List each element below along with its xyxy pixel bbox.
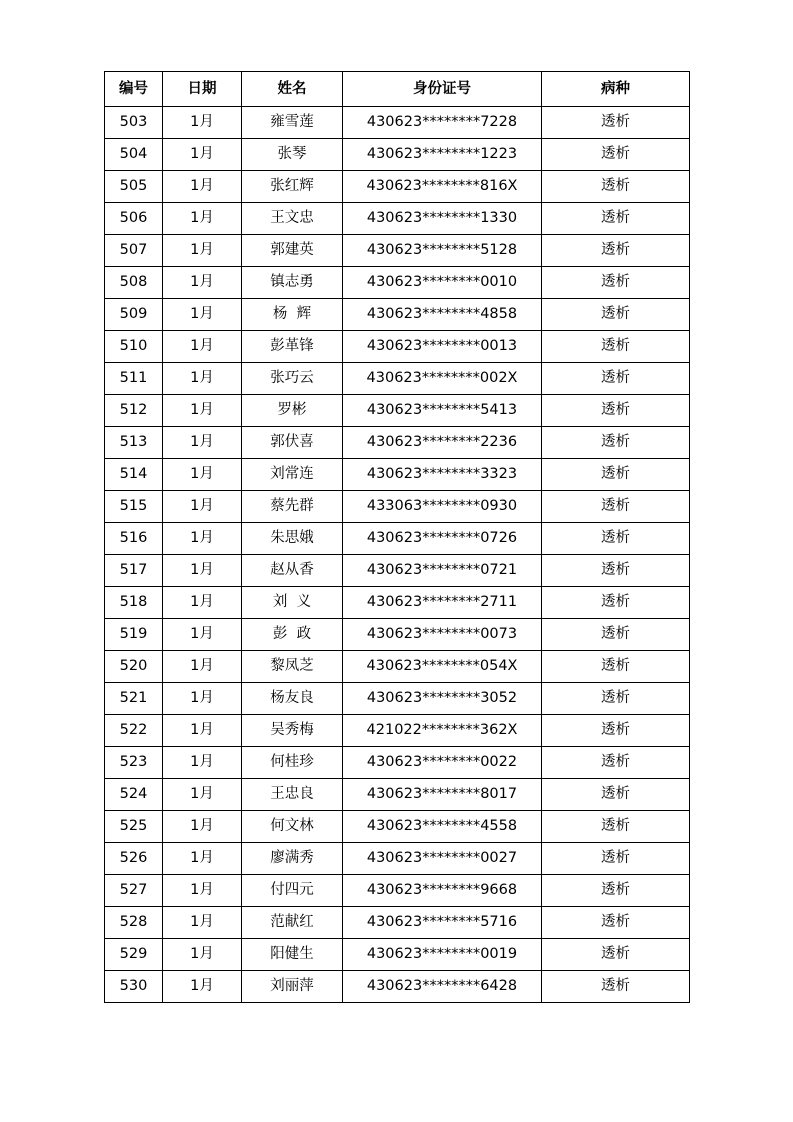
cell-id-number: 433063********0930 <box>343 491 542 523</box>
cell-number: 527 <box>105 875 163 907</box>
cell-id-number: 430623********0010 <box>343 267 542 299</box>
cell-name: 彭 政 <box>242 619 343 651</box>
cell-disease-type: 透析 <box>542 299 690 331</box>
cell-disease-type: 透析 <box>542 235 690 267</box>
table-row <box>105 203 690 235</box>
cell-id-number: 430623********0022 <box>343 747 542 779</box>
cell-number: 528 <box>105 907 163 939</box>
cell-number: 512 <box>105 395 163 427</box>
cell-name: 何文林 <box>242 811 343 843</box>
table-row <box>105 395 690 427</box>
cell-date: 1月 <box>163 651 242 683</box>
cell-date: 1月 <box>163 427 242 459</box>
table-row <box>105 843 690 875</box>
cell-date: 1月 <box>163 587 242 619</box>
cell-disease-type: 透析 <box>542 523 690 555</box>
cell-date: 1月 <box>163 203 242 235</box>
cell-date: 1月 <box>163 331 242 363</box>
cell-date: 1月 <box>163 843 242 875</box>
cell-id-number: 430623********4558 <box>343 811 542 843</box>
cell-id-number: 430623********9668 <box>343 875 542 907</box>
cell-number: 520 <box>105 651 163 683</box>
table-row <box>105 555 690 587</box>
cell-name: 刘 义 <box>242 587 343 619</box>
cell-date: 1月 <box>163 491 242 523</box>
cell-date: 1月 <box>163 939 242 971</box>
cell-date: 1月 <box>163 875 242 907</box>
cell-number: 525 <box>105 811 163 843</box>
cell-id-number: 430623********7228 <box>343 107 542 139</box>
header-name: 姓名 <box>242 72 343 107</box>
cell-disease-type: 透析 <box>542 811 690 843</box>
cell-name: 张琴 <box>242 139 343 171</box>
cell-disease-type: 透析 <box>542 267 690 299</box>
cell-date: 1月 <box>163 363 242 395</box>
cell-date: 1月 <box>163 299 242 331</box>
cell-disease-type: 透析 <box>542 587 690 619</box>
cell-disease-type: 透析 <box>542 747 690 779</box>
cell-number: 516 <box>105 523 163 555</box>
cell-name: 刘常连 <box>242 459 343 491</box>
cell-name: 张红辉 <box>242 171 343 203</box>
cell-id-number: 430623********0721 <box>343 555 542 587</box>
cell-name: 镇志勇 <box>242 267 343 299</box>
table-row <box>105 715 690 747</box>
cell-disease-type: 透析 <box>542 491 690 523</box>
header-number: 编号 <box>105 72 163 107</box>
cell-name: 朱思娥 <box>242 523 343 555</box>
cell-id-number: 430623********2711 <box>343 587 542 619</box>
cell-id-number: 421022********362X <box>343 715 542 747</box>
cell-name: 雍雪莲 <box>242 107 343 139</box>
cell-number: 530 <box>105 971 163 1003</box>
cell-id-number: 430623********1330 <box>343 203 542 235</box>
cell-number: 518 <box>105 587 163 619</box>
cell-date: 1月 <box>163 395 242 427</box>
table-row <box>105 267 690 299</box>
table-header <box>105 72 690 107</box>
cell-disease-type: 透析 <box>542 683 690 715</box>
cell-date: 1月 <box>163 971 242 1003</box>
cell-number: 507 <box>105 235 163 267</box>
cell-id-number: 430623********3323 <box>343 459 542 491</box>
cell-name: 郭建英 <box>242 235 343 267</box>
cell-name: 王文忠 <box>242 203 343 235</box>
table-row <box>105 427 690 459</box>
cell-date: 1月 <box>163 779 242 811</box>
table-row <box>105 587 690 619</box>
cell-id-number: 430623********5128 <box>343 235 542 267</box>
cell-disease-type: 透析 <box>542 427 690 459</box>
cell-name: 郭伏喜 <box>242 427 343 459</box>
cell-disease-type: 透析 <box>542 555 690 587</box>
table-row <box>105 907 690 939</box>
cell-number: 523 <box>105 747 163 779</box>
cell-date: 1月 <box>163 459 242 491</box>
table-row <box>105 811 690 843</box>
cell-id-number: 430623********054X <box>343 651 542 683</box>
cell-id-number: 430623********2236 <box>343 427 542 459</box>
cell-number: 511 <box>105 363 163 395</box>
cell-id-number: 430623********0726 <box>343 523 542 555</box>
cell-date: 1月 <box>163 171 242 203</box>
cell-disease-type: 透析 <box>542 171 690 203</box>
cell-disease-type: 透析 <box>542 779 690 811</box>
table-row <box>105 107 690 139</box>
cell-number: 506 <box>105 203 163 235</box>
cell-name: 张巧云 <box>242 363 343 395</box>
cell-id-number: 430623********0027 <box>343 843 542 875</box>
cell-date: 1月 <box>163 715 242 747</box>
cell-name: 彭革锋 <box>242 331 343 363</box>
table-row <box>105 651 690 683</box>
cell-id-number: 430623********1223 <box>343 139 542 171</box>
cell-number: 522 <box>105 715 163 747</box>
cell-name: 范献红 <box>242 907 343 939</box>
table-row <box>105 779 690 811</box>
cell-name: 付四元 <box>242 875 343 907</box>
cell-id-number: 430623********0019 <box>343 939 542 971</box>
cell-disease-type: 透析 <box>542 331 690 363</box>
table-row <box>105 171 690 203</box>
cell-disease-type: 透析 <box>542 875 690 907</box>
cell-date: 1月 <box>163 555 242 587</box>
cell-date: 1月 <box>163 523 242 555</box>
cell-date: 1月 <box>163 107 242 139</box>
table-body <box>105 107 690 1003</box>
header-date: 日期 <box>163 72 242 107</box>
cell-disease-type: 透析 <box>542 715 690 747</box>
patient-table <box>104 71 690 1003</box>
cell-id-number: 430623********0073 <box>343 619 542 651</box>
cell-disease-type: 透析 <box>542 107 690 139</box>
cell-disease-type: 透析 <box>542 619 690 651</box>
table-row <box>105 523 690 555</box>
cell-id-number: 430623********816X <box>343 171 542 203</box>
table-row <box>105 747 690 779</box>
cell-name: 何桂珍 <box>242 747 343 779</box>
cell-disease-type: 透析 <box>542 907 690 939</box>
cell-number: 521 <box>105 683 163 715</box>
cell-number: 519 <box>105 619 163 651</box>
cell-date: 1月 <box>163 139 242 171</box>
cell-date: 1月 <box>163 683 242 715</box>
table-row <box>105 683 690 715</box>
cell-disease-type: 透析 <box>542 203 690 235</box>
cell-date: 1月 <box>163 811 242 843</box>
cell-name: 罗彬 <box>242 395 343 427</box>
cell-number: 509 <box>105 299 163 331</box>
header-id-number: 身份证号 <box>343 72 542 107</box>
cell-number: 529 <box>105 939 163 971</box>
cell-date: 1月 <box>163 747 242 779</box>
cell-date: 1月 <box>163 907 242 939</box>
cell-number: 517 <box>105 555 163 587</box>
cell-disease-type: 透析 <box>542 971 690 1003</box>
table-row <box>105 459 690 491</box>
cell-number: 513 <box>105 427 163 459</box>
table-row <box>105 619 690 651</box>
cell-id-number: 430623********6428 <box>343 971 542 1003</box>
cell-name: 王忠良 <box>242 779 343 811</box>
cell-disease-type: 透析 <box>542 459 690 491</box>
cell-number: 503 <box>105 107 163 139</box>
cell-id-number: 430623********4858 <box>343 299 542 331</box>
cell-number: 510 <box>105 331 163 363</box>
table-row <box>105 971 690 1003</box>
cell-disease-type: 透析 <box>542 939 690 971</box>
table-row <box>105 299 690 331</box>
cell-disease-type: 透析 <box>542 395 690 427</box>
cell-number: 526 <box>105 843 163 875</box>
cell-id-number: 430623********0013 <box>343 331 542 363</box>
cell-id-number: 430623********8017 <box>343 779 542 811</box>
cell-number: 524 <box>105 779 163 811</box>
cell-id-number: 430623********002X <box>343 363 542 395</box>
table-row <box>105 939 690 971</box>
cell-id-number: 430623********3052 <box>343 683 542 715</box>
cell-number: 508 <box>105 267 163 299</box>
cell-number: 505 <box>105 171 163 203</box>
cell-number: 515 <box>105 491 163 523</box>
cell-name: 杨 辉 <box>242 299 343 331</box>
table-row <box>105 235 690 267</box>
cell-name: 廖满秀 <box>242 843 343 875</box>
cell-name: 吴秀梅 <box>242 715 343 747</box>
cell-name: 阳健生 <box>242 939 343 971</box>
cell-number: 514 <box>105 459 163 491</box>
header-row <box>105 72 690 107</box>
cell-id-number: 430623********5413 <box>343 395 542 427</box>
cell-number: 504 <box>105 139 163 171</box>
cell-name: 黎凤芝 <box>242 651 343 683</box>
cell-date: 1月 <box>163 235 242 267</box>
cell-name: 杨友良 <box>242 683 343 715</box>
cell-date: 1月 <box>163 619 242 651</box>
header-disease-type: 病种 <box>542 72 690 107</box>
cell-disease-type: 透析 <box>542 843 690 875</box>
table-row <box>105 139 690 171</box>
cell-name: 刘丽萍 <box>242 971 343 1003</box>
cell-disease-type: 透析 <box>542 139 690 171</box>
cell-id-number: 430623********5716 <box>343 907 542 939</box>
cell-date: 1月 <box>163 267 242 299</box>
table-row <box>105 363 690 395</box>
table-row <box>105 875 690 907</box>
table-row <box>105 331 690 363</box>
table-row <box>105 491 690 523</box>
cell-disease-type: 透析 <box>542 363 690 395</box>
cell-name: 蔡先群 <box>242 491 343 523</box>
cell-name: 赵从香 <box>242 555 343 587</box>
cell-disease-type: 透析 <box>542 651 690 683</box>
